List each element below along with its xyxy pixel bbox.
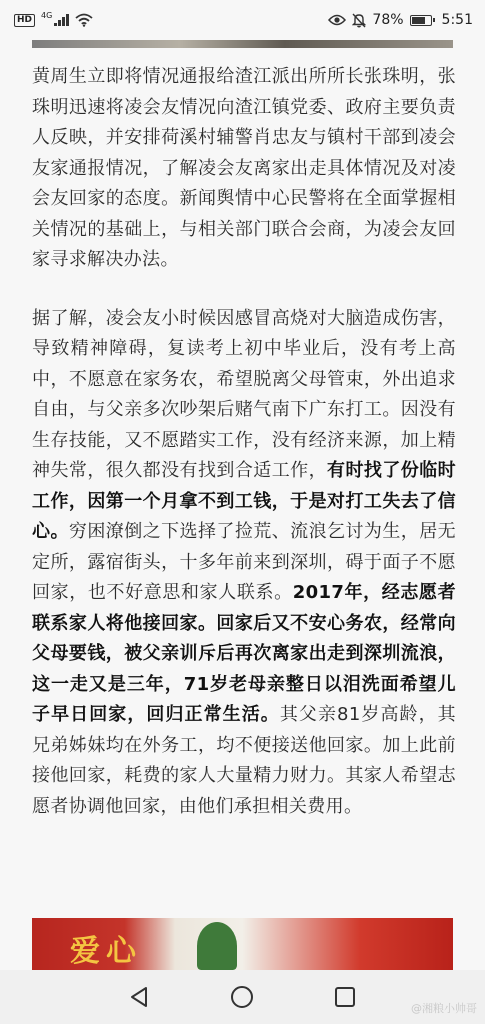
article-image-bottom[interactable] [32, 918, 453, 970]
article-image-top [32, 40, 453, 48]
article-paragraph [32, 304, 456, 823]
paragraph-text: 其父亲81岁高龄，其兄弟姊妹均在外务工，均不便接送他回家。加上此前接他回家，耗费的家人大量精力财力。其家人希望志愿者协调他回家，由他们承担相关费用。 [32, 704, 456, 817]
status-right [328, 12, 473, 28]
watermark-text: @湘粮小帅哥 [411, 1002, 477, 1015]
signal-icon [54, 14, 69, 26]
network-type: 4G [41, 10, 53, 20]
home-icon [230, 985, 254, 1009]
plant-graphic [197, 922, 237, 970]
eye-icon [328, 14, 346, 26]
article-body [32, 62, 456, 850]
emphasis-text: 2017年，经志愿者联系家人将他接回家。回家后又不安心务农，经常向父母要钱，被父亲训斥后再次离家出走到深圳流浪，这一走又是三年，71岁老母亲整日以泪洗面希望儿子早日回家，回归正常生活。 [32, 582, 456, 725]
battery-level [412, 17, 425, 24]
image-sign-text: 爱心 [70, 934, 142, 969]
paragraph-text: 据了解，凌会友小时候因感冒高烧对大脑造成伤害，导致精神障碍，复读考上初中毕业后，没有考上高中，不愿意在家务农，希望脱离父母管束，外出追求自由，与父亲多次吵架后赌气南下广东打工。因没有生存技能，又不愿踏实工作，没有经济来源，加上精神失常，很久都没有找到合适工作， [32, 307, 456, 481]
mute-bell-icon [352, 13, 366, 28]
navigation-bar [0, 970, 485, 1024]
recents-button[interactable] [330, 982, 360, 1012]
clock: 5:51 [441, 12, 473, 28]
article-paragraph: 黄周生立即将情况通报给渣江派出所所长张珠明，张珠明迅速将凌会友情况向渣江镇党委、政府主要负责人反映，并安排荷溪村辅警肖忠友与镇村干部到凌会友家通报情况，了解凌会友离家出走具体情况及对凌会友回家的态度。新闻舆情中心民警将在全面掌握相关情况的基础上，与相关部门联合会商，为凌会友回家寻求解决办法。 [32, 66, 456, 270]
status-left [14, 10, 93, 27]
status-bar [0, 0, 485, 40]
home-button[interactable] [227, 982, 257, 1012]
recents-icon [334, 986, 356, 1008]
back-icon [129, 986, 149, 1008]
hd-badge: HD [14, 14, 35, 27]
battery-icon [410, 15, 432, 26]
paragraph-text: 穷困潦倒之下选择了捡荒、流浪乞讨为生，居无定所，露宿街头，十多年前来到深圳，碍于面子不愿回家，也不好意思和家人联系。 [32, 521, 456, 603]
wifi-icon [75, 13, 93, 27]
battery-percent: 78% [372, 12, 404, 28]
back-button[interactable] [124, 982, 154, 1012]
emphasis-text: 有时找了份临时工作，因第一个月拿不到工钱，于是对打工失去了信心。 [32, 460, 456, 542]
